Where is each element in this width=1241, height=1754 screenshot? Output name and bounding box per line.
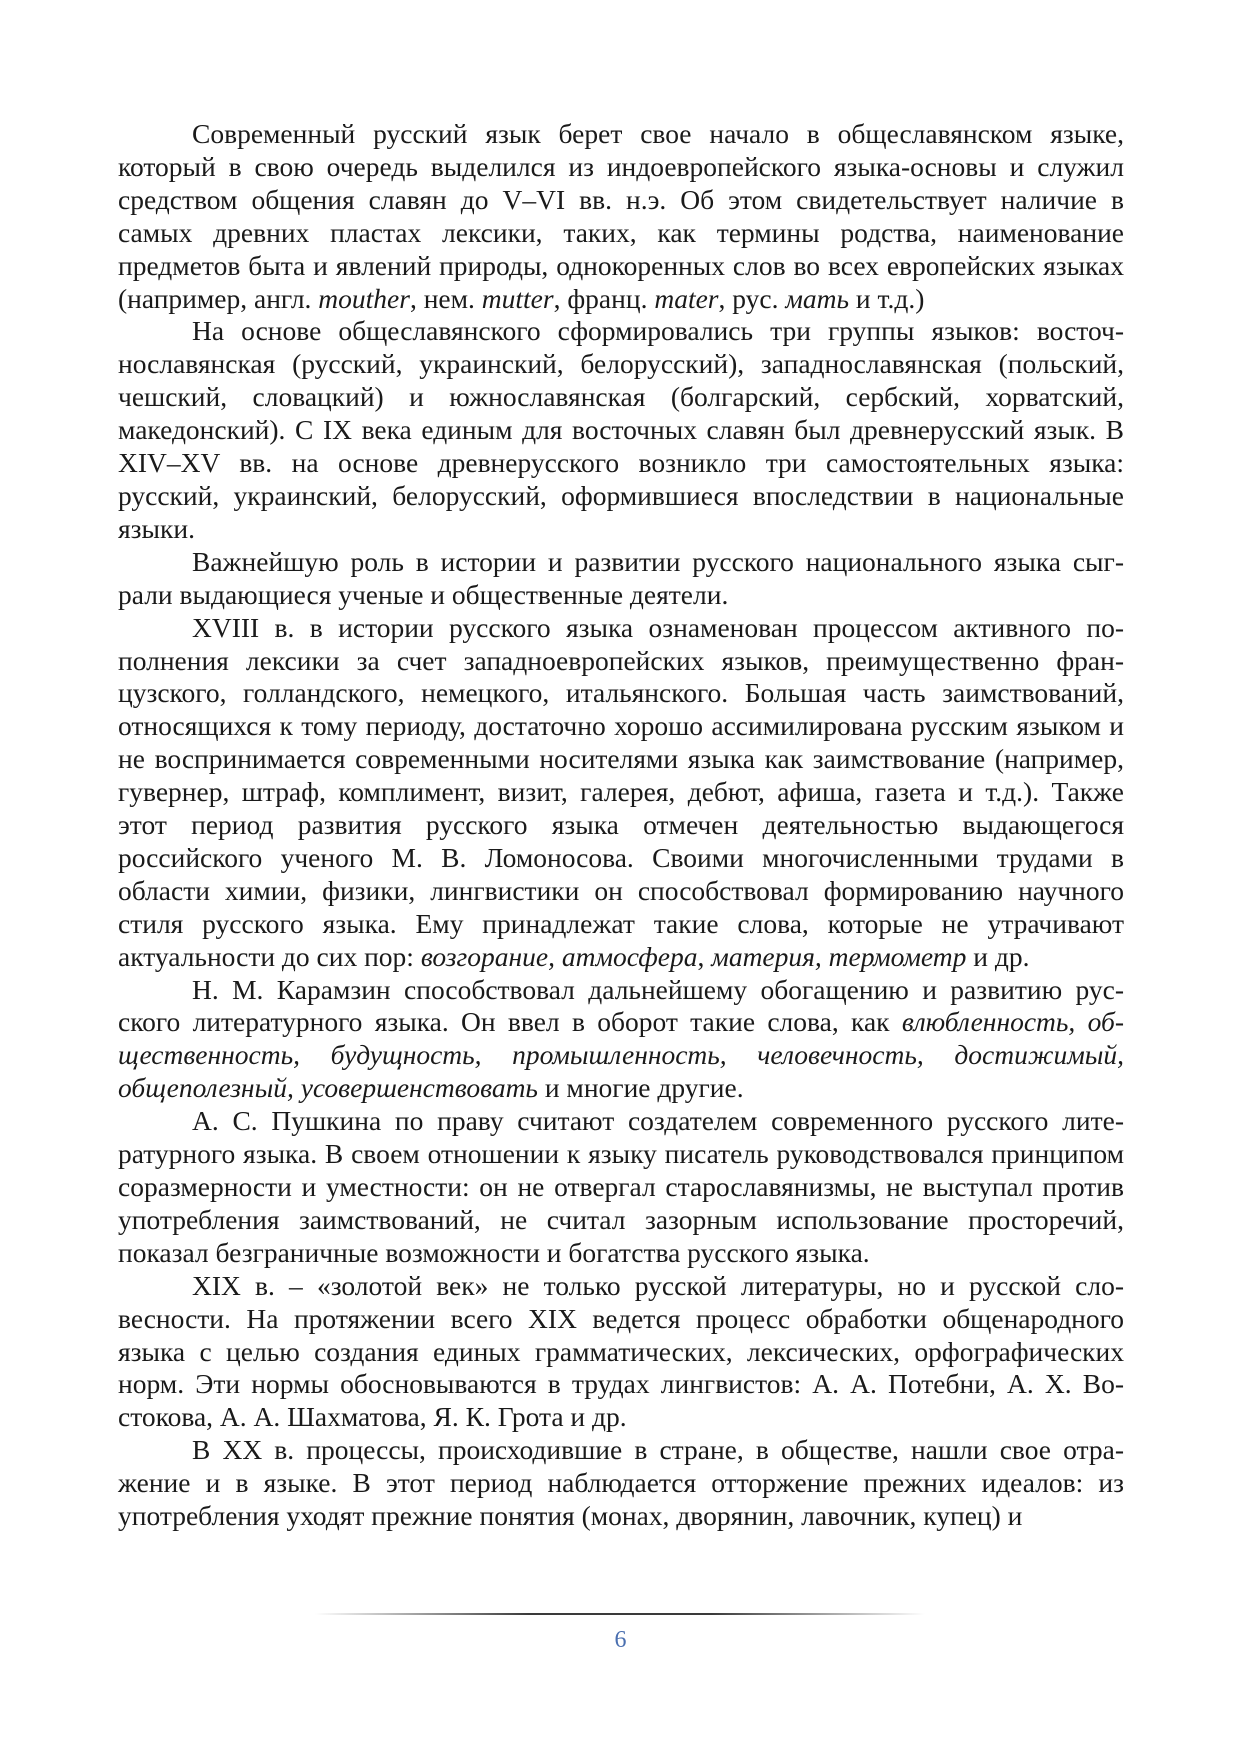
paragraph-7: XIX в. – «золотой век» не только русской литературы, но и русской словесности. На протяжении всего XIX ведется процесс обработки общенародного языка с целью создания единых грамматических, лексических, орфографических норм. Эти нормы обосновываются в трудах лингвистов: А. А. Потебни, А. Х. Востокова, А. А. Шахматова, Я. К. Грота и др. xyxy=(118,1269,1124,1433)
paragraph-5: Н. М. Карамзин способствовал дальнейшему обогащению и развитию русского литературного языка. Он ввел в оборот такие слова, как влюбленность, общественность, будущность, промышленность, человечность, достижимый, общеполезный, усовершенствовать и многие другие. xyxy=(118,973,1124,1104)
paragraph-4: XVIII в. в истории русского языка ознаменован процессом активного пополнения лексики за счет западноевропейских языков, преимущественно французского, голландского, немецкого, итальянского. Большая часть заимствований, относящихся к тому периоду, достаточно хорошо ассимилирована русским языком и не воспринимается современными носителями языка как заимствование (например, гувернер, штраф, комплимент, визит, галерея, дебют, афиша, газета и т.д.). Также этот период развития русского языка отмечен деятельностью выдающегося российского ученого М. В. Ломоносова. Своими многочисленными трудами в области химии, физики, лингвистики он способствовал формированию научного стиля русского языка. Ему принадлежат такие слова, которые не утрачивают актуальности до сих пор: возгорание, атмосфера, материя, термометр и др. xyxy=(118,611,1124,972)
paragraph-1: Современный русский язык берет свое начало в общеславянском языке, который в свою очередь выделился из индоевропейского языка-основы и служил средством общения славян до V–VI вв. н.э. Об этом свидетельствует наличие в самых древних пластах лексики, таких, как термины родства, наименование предметов быта и явлений природы, однокоренных слов во всех европейских языках (например, англ. mouther, нем. mutter, франц. mater, рус. мать и т.д.) xyxy=(118,118,1124,314)
page-number: 6 xyxy=(614,1627,627,1653)
paragraph-8: В XX в. процессы, происходившие в стране, в обществе, нашли свое отражение и в языке. В этот период наблюдается отторжение прежних идеалов: из употребления уходят прежние понятия (монах, дворянин, лавочник, купец) и xyxy=(118,1434,1124,1532)
body-text xyxy=(118,118,1124,1533)
footer-rule-line xyxy=(315,1611,925,1617)
paragraph-2: На основе общеславянского сформировались три группы языков: восточнославянская (русский, украинский, белорусский), западнославянская (польский, чешский, словацкий) и южнославянская (болгарский, сербский, хорватский, македонский). С IX века единым для восточных славян был древнерусский язык. В XIV–XV вв. на основе древнерусского возникло три самостоятельных языка: русский, украинский, белорусский, оформившиеся впоследствии в национальные языки. xyxy=(118,315,1124,544)
footer-rule xyxy=(315,1611,925,1617)
paragraph-6: А. С. Пушкина по праву считают создателем современного русского литературного языка. В своем отношении к языку писатель руководствовался принципом соразмерности и уместности: он не отвергал старославянизмы, не выступал против употребления заимствований, не считал зазорным использование просторечий, показал безграничные возможности и богатства русского языка. xyxy=(118,1105,1124,1268)
paragraph-3: Важнейшую роль в истории и развитии русского национального языка сыграли выдающиеся ученые и общественные деятели. xyxy=(118,545,1124,610)
